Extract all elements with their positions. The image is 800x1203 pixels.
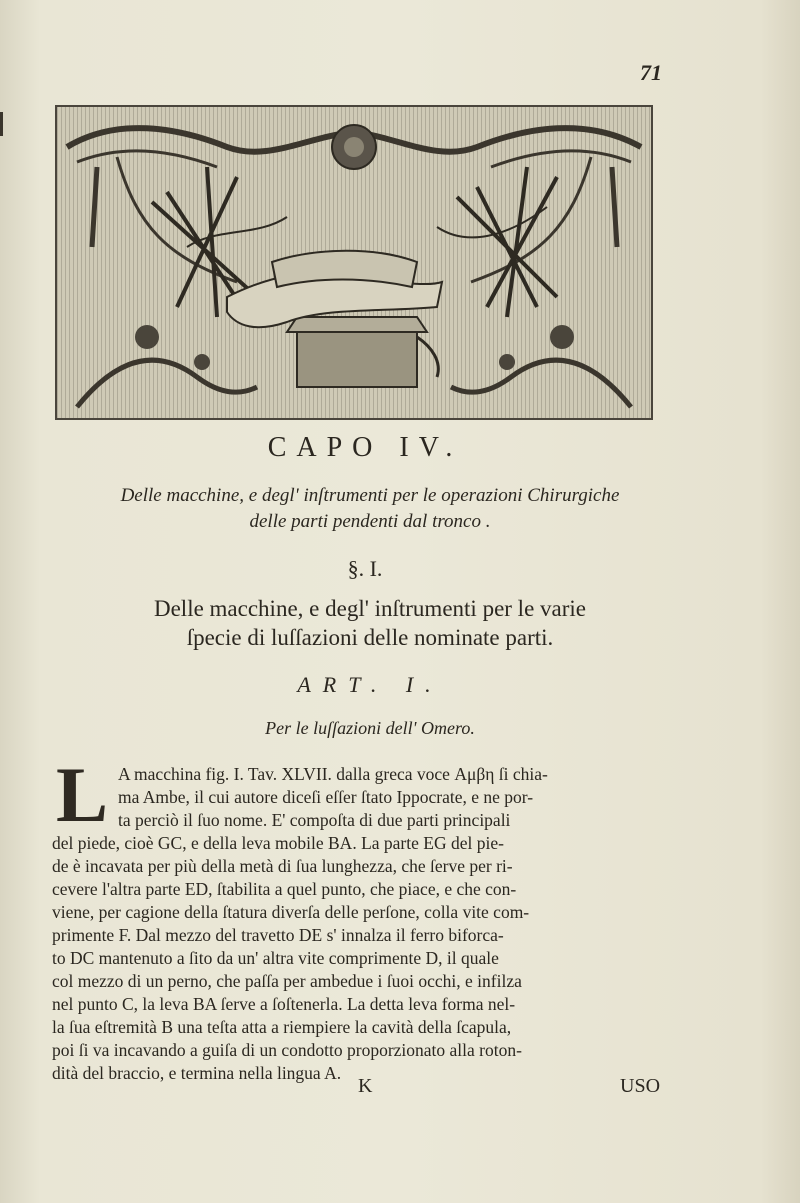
article-subtitle: Per le luſſazioni dell' Omero. xyxy=(265,718,475,738)
body-text-line: primente F. Dal mezzo del travetto DE s' innalza il ferro biforca- xyxy=(52,925,504,945)
body-text-line: de è incavata per più della metà di ſua lunghezza, che ſerve per ri- xyxy=(52,856,513,876)
body-text-line: ma Ambe, il cui autore diceſi eſſer ſtato Ippocrate, e ne por- xyxy=(118,787,534,807)
section-heading: §. I. xyxy=(347,556,383,581)
body-text-line: la ſua eſtremità B una teſta atta a riempiere la cavità della ſcapula, xyxy=(52,1017,512,1037)
engraving-illustration xyxy=(57,107,651,418)
body-text-line: viene, per cagione della ſtatura diverſa delle perſone, colla vite com- xyxy=(52,902,530,922)
page-number: 71 xyxy=(640,60,662,85)
drop-capital: L xyxy=(56,751,109,838)
signature-mark: K xyxy=(358,1075,373,1097)
body-text-line: ta perciò il ſuo nome. E' compoſta di due parti principali xyxy=(118,810,511,830)
article-heading: ART. I. xyxy=(297,672,443,697)
headpiece-engraving xyxy=(55,105,653,420)
section-title-line: ſpecie di luſſazioni delle nominate parti. xyxy=(186,625,554,650)
margin-mark xyxy=(0,112,15,136)
body-text-line: poi ſi va incavando a guiſa di un condotto proporzionato alla roton- xyxy=(52,1040,522,1060)
section-title-line: Delle macchine, e degl' inſtrumenti per le varie xyxy=(153,596,586,621)
body-text-line: del piede, cioè GC, e della leva mobile BA. La parte EG del pie- xyxy=(52,833,504,853)
body-text-line: col mezzo di un perno, che paſſa per ambedue i ſuoi occhi, e infilza xyxy=(52,971,522,991)
body-text-line: to DC mantenuto a ſito da un' altra vite comprimente D, il quale xyxy=(52,948,499,968)
chapter-subtitle-line: Delle macchine, e degl' inſtrumenti per le operazioni Chirurgiche xyxy=(120,485,620,506)
chapter-subtitle-line: delle parti pendenti dal tronco . xyxy=(249,511,491,532)
body-text-line: A macchina fig. I. Tav. XLVII. dalla greca voce Αμβη ſi chia- xyxy=(118,764,548,784)
body-text-line: dità del braccio, e termina nella lingua A. xyxy=(52,1063,342,1083)
body-text-line: cevere l'altra parte ED, ſtabilita a quel punto, che piace, e che con- xyxy=(52,879,517,899)
chapter-title: CAPO IV. xyxy=(267,432,463,463)
catchword: USO xyxy=(620,1075,661,1097)
body-text-line: nel punto C, la leva BA ſerve a ſoſtenerla. La detta leva forma nel- xyxy=(52,994,516,1014)
